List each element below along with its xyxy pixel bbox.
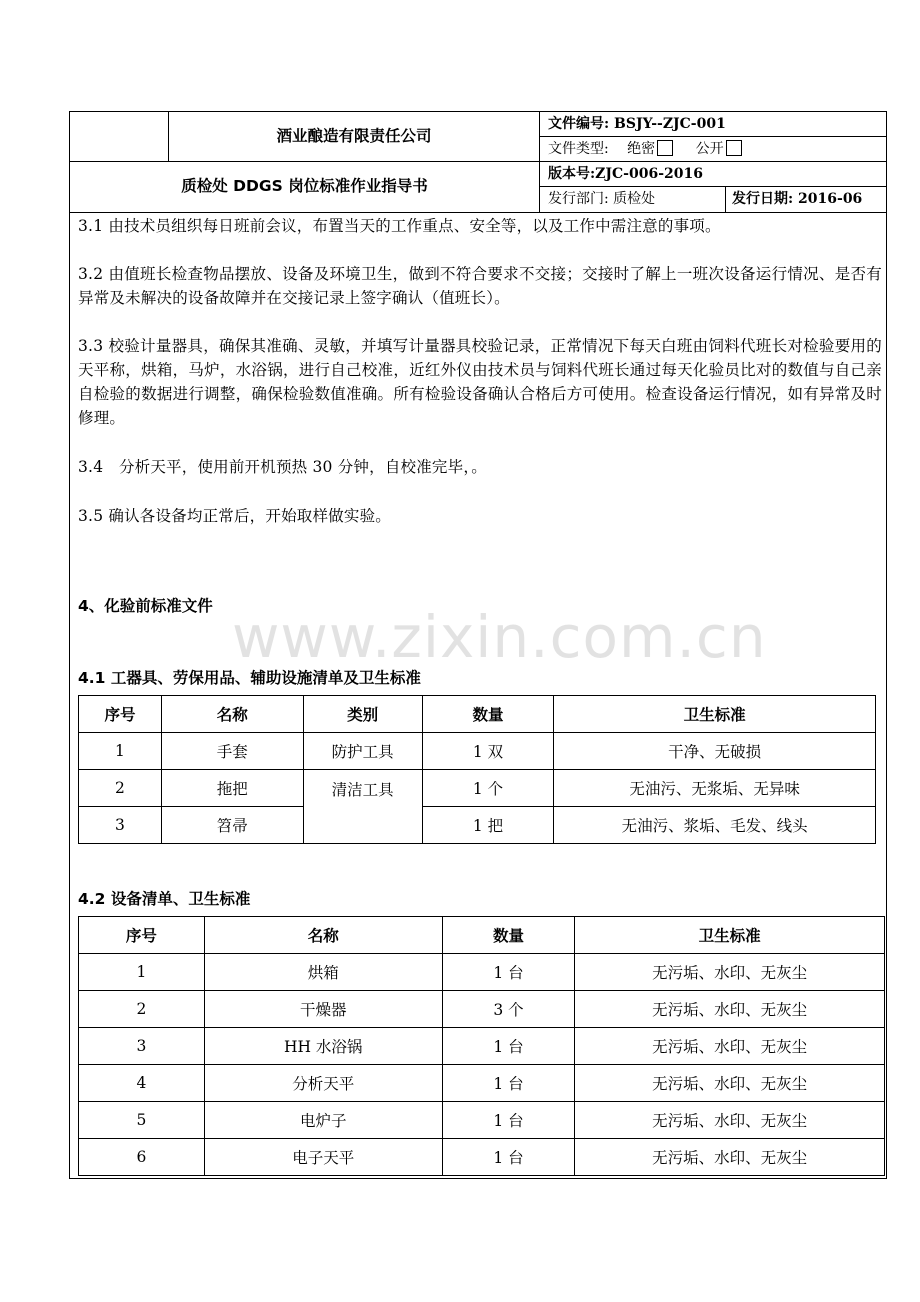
cell-name: 手套 xyxy=(161,733,303,770)
table-header-row xyxy=(79,917,885,954)
cell-name: 笤帚 xyxy=(161,807,303,844)
cell-no: 1 xyxy=(79,733,162,770)
equipment-table xyxy=(78,916,885,1176)
tools-table xyxy=(78,695,876,844)
table-row xyxy=(79,954,885,991)
paragraph-3-1: 3.1 由技术员组织每日班前会议，布置当天的工作重点、安全等，以及工作中需注意的事项。 xyxy=(78,217,721,235)
table-4-1-title: 4.1 工器具、劳保用品、辅助设施清单及卫生标准 xyxy=(78,669,421,687)
table-row xyxy=(79,1028,885,1065)
cell-qty: 1 个 xyxy=(422,770,554,807)
table-row xyxy=(79,1102,885,1139)
doc-type-label: 文件类型: xyxy=(548,141,609,157)
cell-std: 无污垢、水印、无灰尘 xyxy=(575,954,885,991)
cell-no: 2 xyxy=(79,770,162,807)
cell-qty: 1 台 xyxy=(442,954,575,991)
column-header: 序号 xyxy=(79,696,162,733)
doc-title: 质检处 DDGS 岗位标准作业指导书 xyxy=(181,177,428,195)
cell-category: 清洁工具 xyxy=(303,770,422,844)
table-row xyxy=(79,733,876,770)
cell-no: 1 xyxy=(79,954,205,991)
table-row xyxy=(79,991,885,1028)
cell-std: 无污垢、水印、无灰尘 xyxy=(575,991,885,1028)
version-number: 版本号:ZJC-006-2016 xyxy=(548,166,703,182)
table-row xyxy=(79,1065,885,1102)
cell-std: 无污垢、水印、无灰尘 xyxy=(575,1028,885,1065)
cell-name: 电炉子 xyxy=(204,1102,442,1139)
cell-category: 防护工具 xyxy=(303,733,422,770)
cell-std: 无油污、无浆垢、无异味 xyxy=(554,770,876,807)
cell-name: 分析天平 xyxy=(204,1065,442,1102)
cell-qty: 1 台 xyxy=(442,1102,575,1139)
column-header: 卫生标准 xyxy=(575,917,885,954)
cell-qty: 1 台 xyxy=(442,1028,575,1065)
company-name: 酒业酿造有限责任公司 xyxy=(276,127,432,145)
paragraph-3-4: 3.4 分析天平，使用前开机预热 30 分钟，自校准完毕，。 xyxy=(78,458,487,476)
cell-std: 无污垢、水印、无灰尘 xyxy=(575,1065,885,1102)
section-4-title: 4、化验前标准文件 xyxy=(78,597,213,615)
column-header: 卫生标准 xyxy=(554,696,876,733)
table-row xyxy=(79,807,876,844)
cell-qty: 1 双 xyxy=(422,733,554,770)
cell-name: 拖把 xyxy=(161,770,303,807)
column-header: 序号 xyxy=(79,917,205,954)
table-header-row xyxy=(79,696,876,733)
cell-name: HH 水浴锅 xyxy=(204,1028,442,1065)
secret-label: 绝密 xyxy=(627,141,656,157)
issuing-department: 发行部门: 质检处 xyxy=(548,191,656,207)
column-header: 名称 xyxy=(161,696,303,733)
header-divider xyxy=(725,186,726,212)
header-divider xyxy=(69,212,887,213)
watermark: www.zixin.com.cn xyxy=(232,603,767,671)
cell-no: 5 xyxy=(79,1102,205,1139)
cell-std: 干净、无破损 xyxy=(554,733,876,770)
header-divider xyxy=(69,161,887,162)
column-header: 数量 xyxy=(422,696,554,733)
doc-number: 文件编号: BSJY--ZJC-001 xyxy=(548,116,726,132)
cell-no: 4 xyxy=(79,1065,205,1102)
cell-no: 6 xyxy=(79,1139,205,1176)
cell-name: 干燥器 xyxy=(204,991,442,1028)
doc-type-row xyxy=(548,137,742,161)
cell-qty: 1 台 xyxy=(442,1065,575,1102)
cell-no: 2 xyxy=(79,991,205,1028)
paragraph-3-2: 3.2 由值班长检查物品摆放、设备及环境卫生，做到不符合要求不交接；交接时了解上一班次设备运行情况、是否有异常及未解决的设备故障并在交接记录上签字确认（值班长）。 xyxy=(78,265,882,307)
cell-qty: 3 个 xyxy=(442,991,575,1028)
issue-date: 发行日期: 2016-06 xyxy=(732,191,863,207)
header-divider xyxy=(539,111,540,212)
column-header: 类别 xyxy=(303,696,422,733)
cell-name: 烘箱 xyxy=(204,954,442,991)
column-header: 名称 xyxy=(204,917,442,954)
column-header: 数量 xyxy=(442,917,575,954)
cell-std: 无污垢、水印、无灰尘 xyxy=(575,1102,885,1139)
secret-checkbox[interactable] xyxy=(657,140,673,156)
table-4-2-title: 4.2 设备清单、卫生标准 xyxy=(78,890,251,908)
cell-no: 3 xyxy=(79,807,162,844)
public-label: 公开 xyxy=(695,141,724,157)
table-row xyxy=(79,770,876,807)
cell-name: 电子天平 xyxy=(204,1139,442,1176)
cell-std: 无油污、浆垢、毛发、线头 xyxy=(554,807,876,844)
paragraph-3-3: 3.3 校验计量器具，确保其准确、灵敏，并填写计量器具校验记录，正常情况下每天白班由饲料代班长对检验要用的天平称，烘箱，马炉，水浴锅，进行自己校准，近红外仪由技术员与饲料代班长通过每天化验员比对的数值与自己亲自检验的数据进行调整，确保检验数值准确。所有检验设备确认合格后方可使用。检查设备运行情况，如有异常及时修理。 xyxy=(78,337,882,427)
cell-qty: 1 把 xyxy=(422,807,554,844)
cell-std: 无污垢、水印、无灰尘 xyxy=(575,1139,885,1176)
cell-no: 3 xyxy=(79,1028,205,1065)
table-row xyxy=(79,1139,885,1176)
public-checkbox[interactable] xyxy=(726,140,742,156)
cell-qty: 1 台 xyxy=(442,1139,575,1176)
paragraph-3-5: 3.5 确认各设备均正常后，开始取样做实验。 xyxy=(78,507,391,525)
